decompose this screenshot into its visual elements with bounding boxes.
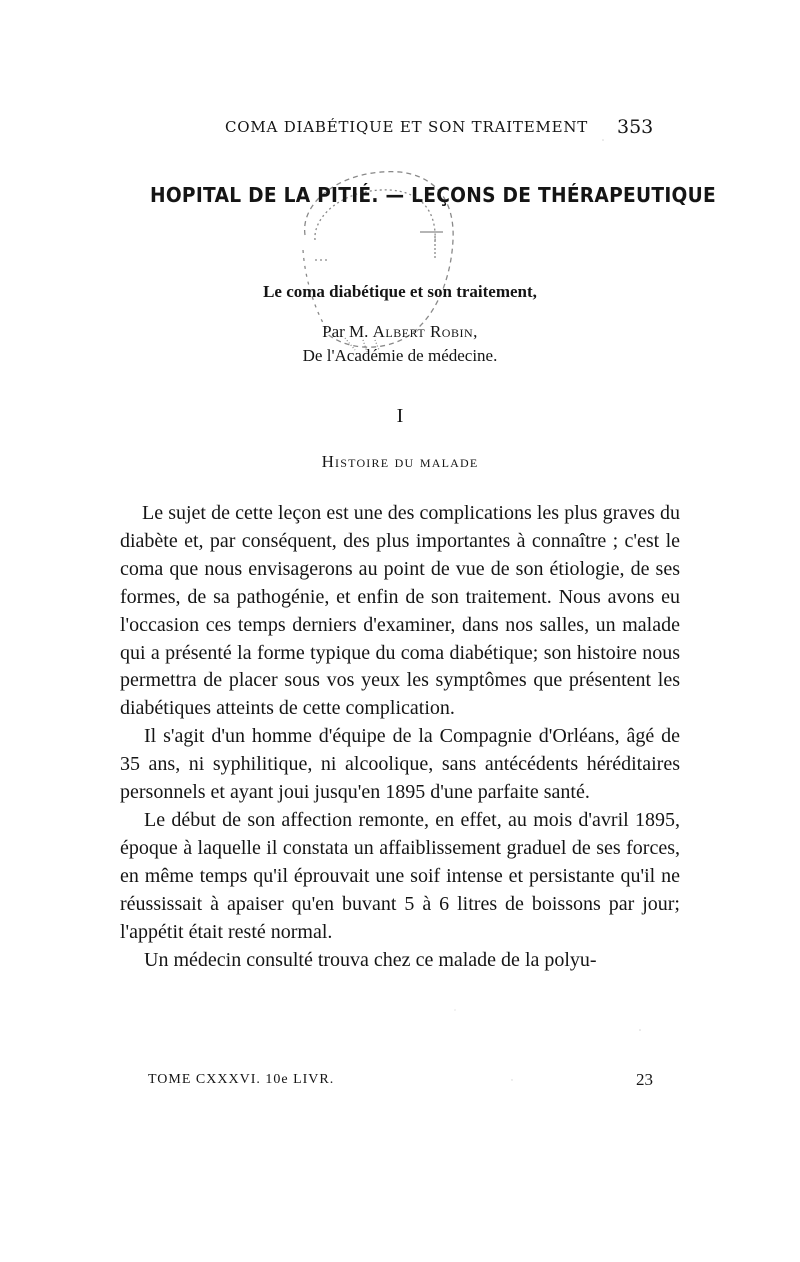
running-title: COMA DIABÉTIQUE ET SON TRAITEMENT [225,118,589,136]
lecture-title: Le coma diabétique et son traitement, [263,282,537,301]
paragraph: Un médecin consulté trouva chez ce malade de la polyu- [144,948,597,971]
section-title: Histoire du malade [321,452,479,471]
paragraph: Le début de son affection remonte, en effet, au mois d'avril 1895, époque à laquelle il constata un affaiblissement graduel de ses forces, en même temps qu'il éprouvait une soif intense et persistante qu'il ne réussissait à apaiser qu'en buvant 5 à 6 litres de boissons par jour; l'appétit était resté normal. [120,808,680,943]
paragraph: Le sujet de cette leçon est une des complications les plus graves du diabète et, par conséquent, des plus importantes à connaître ; c'est le coma que nous envisagerons au point de vue de son étiologie, de ses formes, de sa pathogénie, et enfin de son traitement. Nous avons eu l'occasion ces temps derniers d'examiner, dans nos salles, un malade qui a présenté la forme typique du coma diabétique; son histoire nous permettra de placer sous vos yeux les symptômes que présentent les diabétiques atteints de cette complication. [120,502,680,720]
author-affiliation: De l'Académie de médecine. [302,346,498,365]
section-number: I [396,405,404,427]
author-prefix: Par M. [322,322,373,341]
hospital-heading: HOPITAL DE LA PITIÉ. — LEÇONS DE THÉRAPEUTIQUE [150,183,716,207]
page-number: 353 [617,116,654,138]
printer-signature-line [148,1072,653,1096]
running-header [0,118,800,142]
paragraph: Il s'agit d'un homme d'équipe de la Compagnie d'Orléans, âgé de 35 ans, ni syphilitique, ni alcoolique, sans antécédents héréditaires personnels et ayant joui jusqu'en 1895 d'une parfaite santé. [120,725,680,804]
author-name: Albert Robin, [372,322,478,341]
signature-number: 23 [636,1070,653,1089]
signature-mark: TOME CXXXVI. 10e LIVR. [148,1072,335,1087]
body-text [120,500,680,974]
library-stamp-icon [285,160,460,360]
